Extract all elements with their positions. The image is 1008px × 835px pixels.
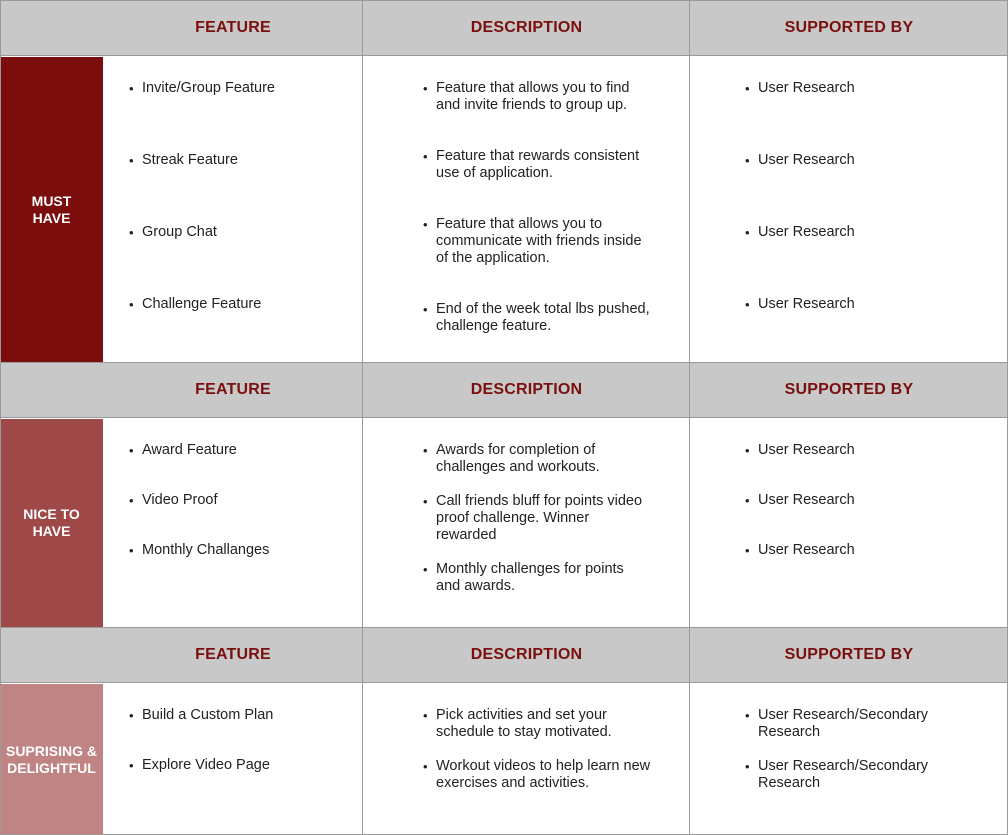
supported-by-item: • User Research	[758, 542, 978, 559]
description-item: • Pick activities and set your schedule to stay motivated.	[436, 707, 651, 741]
header-supported-by: SUPPORTED BY	[784, 19, 914, 36]
header-supported-by: SUPPORTED BY	[784, 646, 914, 663]
header-row-surprising	[0, 627, 1008, 683]
feature-item: • Challenge Feature	[142, 296, 352, 313]
section-label-nice-to-have: NICE TO HAVE	[0, 419, 103, 627]
description-item: • Feature that rewards consistent use of application.	[436, 148, 651, 182]
header-description: DESCRIPTION	[470, 646, 583, 663]
header-row-must-have	[0, 0, 1008, 56]
supported-by-item: • User Research	[758, 80, 978, 97]
supported-by-item: • User Research	[758, 296, 978, 313]
header-feature: FEATURE	[195, 381, 271, 398]
supported-by-item: • User Research/Secondary Research	[758, 758, 958, 792]
description-item: • Monthly challenges for points and awards.	[436, 561, 651, 595]
section-label-must-have: MUST HAVE	[0, 57, 103, 362]
header-description: DESCRIPTION	[470, 381, 583, 398]
feature-item: • Streak Feature	[142, 152, 352, 169]
feature-item: • Invite/Group Feature	[142, 80, 352, 97]
header-feature: FEATURE	[195, 646, 271, 663]
supported-by-item: • User Research/Secondary Research	[758, 707, 958, 741]
feature-item: • Award Feature	[142, 442, 352, 459]
header-row-nice-to-have	[0, 362, 1008, 418]
supported-by-item: • User Research	[758, 442, 978, 459]
section-label-surprising: SUPRISING & DELIGHTFUL	[0, 684, 103, 835]
description-item: • End of the week total lbs pushed, challenge feature.	[436, 301, 651, 335]
supported-by-item: • User Research	[758, 152, 978, 169]
feature-item: • Monthly Challanges	[142, 542, 352, 559]
column-divider	[689, 0, 690, 835]
description-item: • Feature that allows you to communicate with friends inside of the application.	[436, 216, 651, 267]
header-feature: FEATURE	[195, 19, 271, 36]
feature-item: • Build a Custom Plan	[142, 707, 352, 724]
description-item: • Workout videos to help learn new exercises and activities.	[436, 758, 651, 792]
description-item: • Call friends bluff for points video proof challenge. Winner rewarded	[436, 493, 651, 544]
header-description: DESCRIPTION	[470, 19, 583, 36]
header-supported-by: SUPPORTED BY	[784, 381, 914, 398]
description-item: • Awards for completion of challenges and workouts.	[436, 442, 651, 476]
feature-item: • Explore Video Page	[142, 757, 352, 774]
feature-item: • Video Proof	[142, 492, 352, 509]
column-divider	[362, 0, 363, 835]
supported-by-item: • User Research	[758, 492, 978, 509]
description-item: • Feature that allows you to find and invite friends to group up.	[436, 80, 651, 114]
supported-by-item: • User Research	[758, 224, 978, 241]
feature-item: • Group Chat	[142, 224, 352, 241]
